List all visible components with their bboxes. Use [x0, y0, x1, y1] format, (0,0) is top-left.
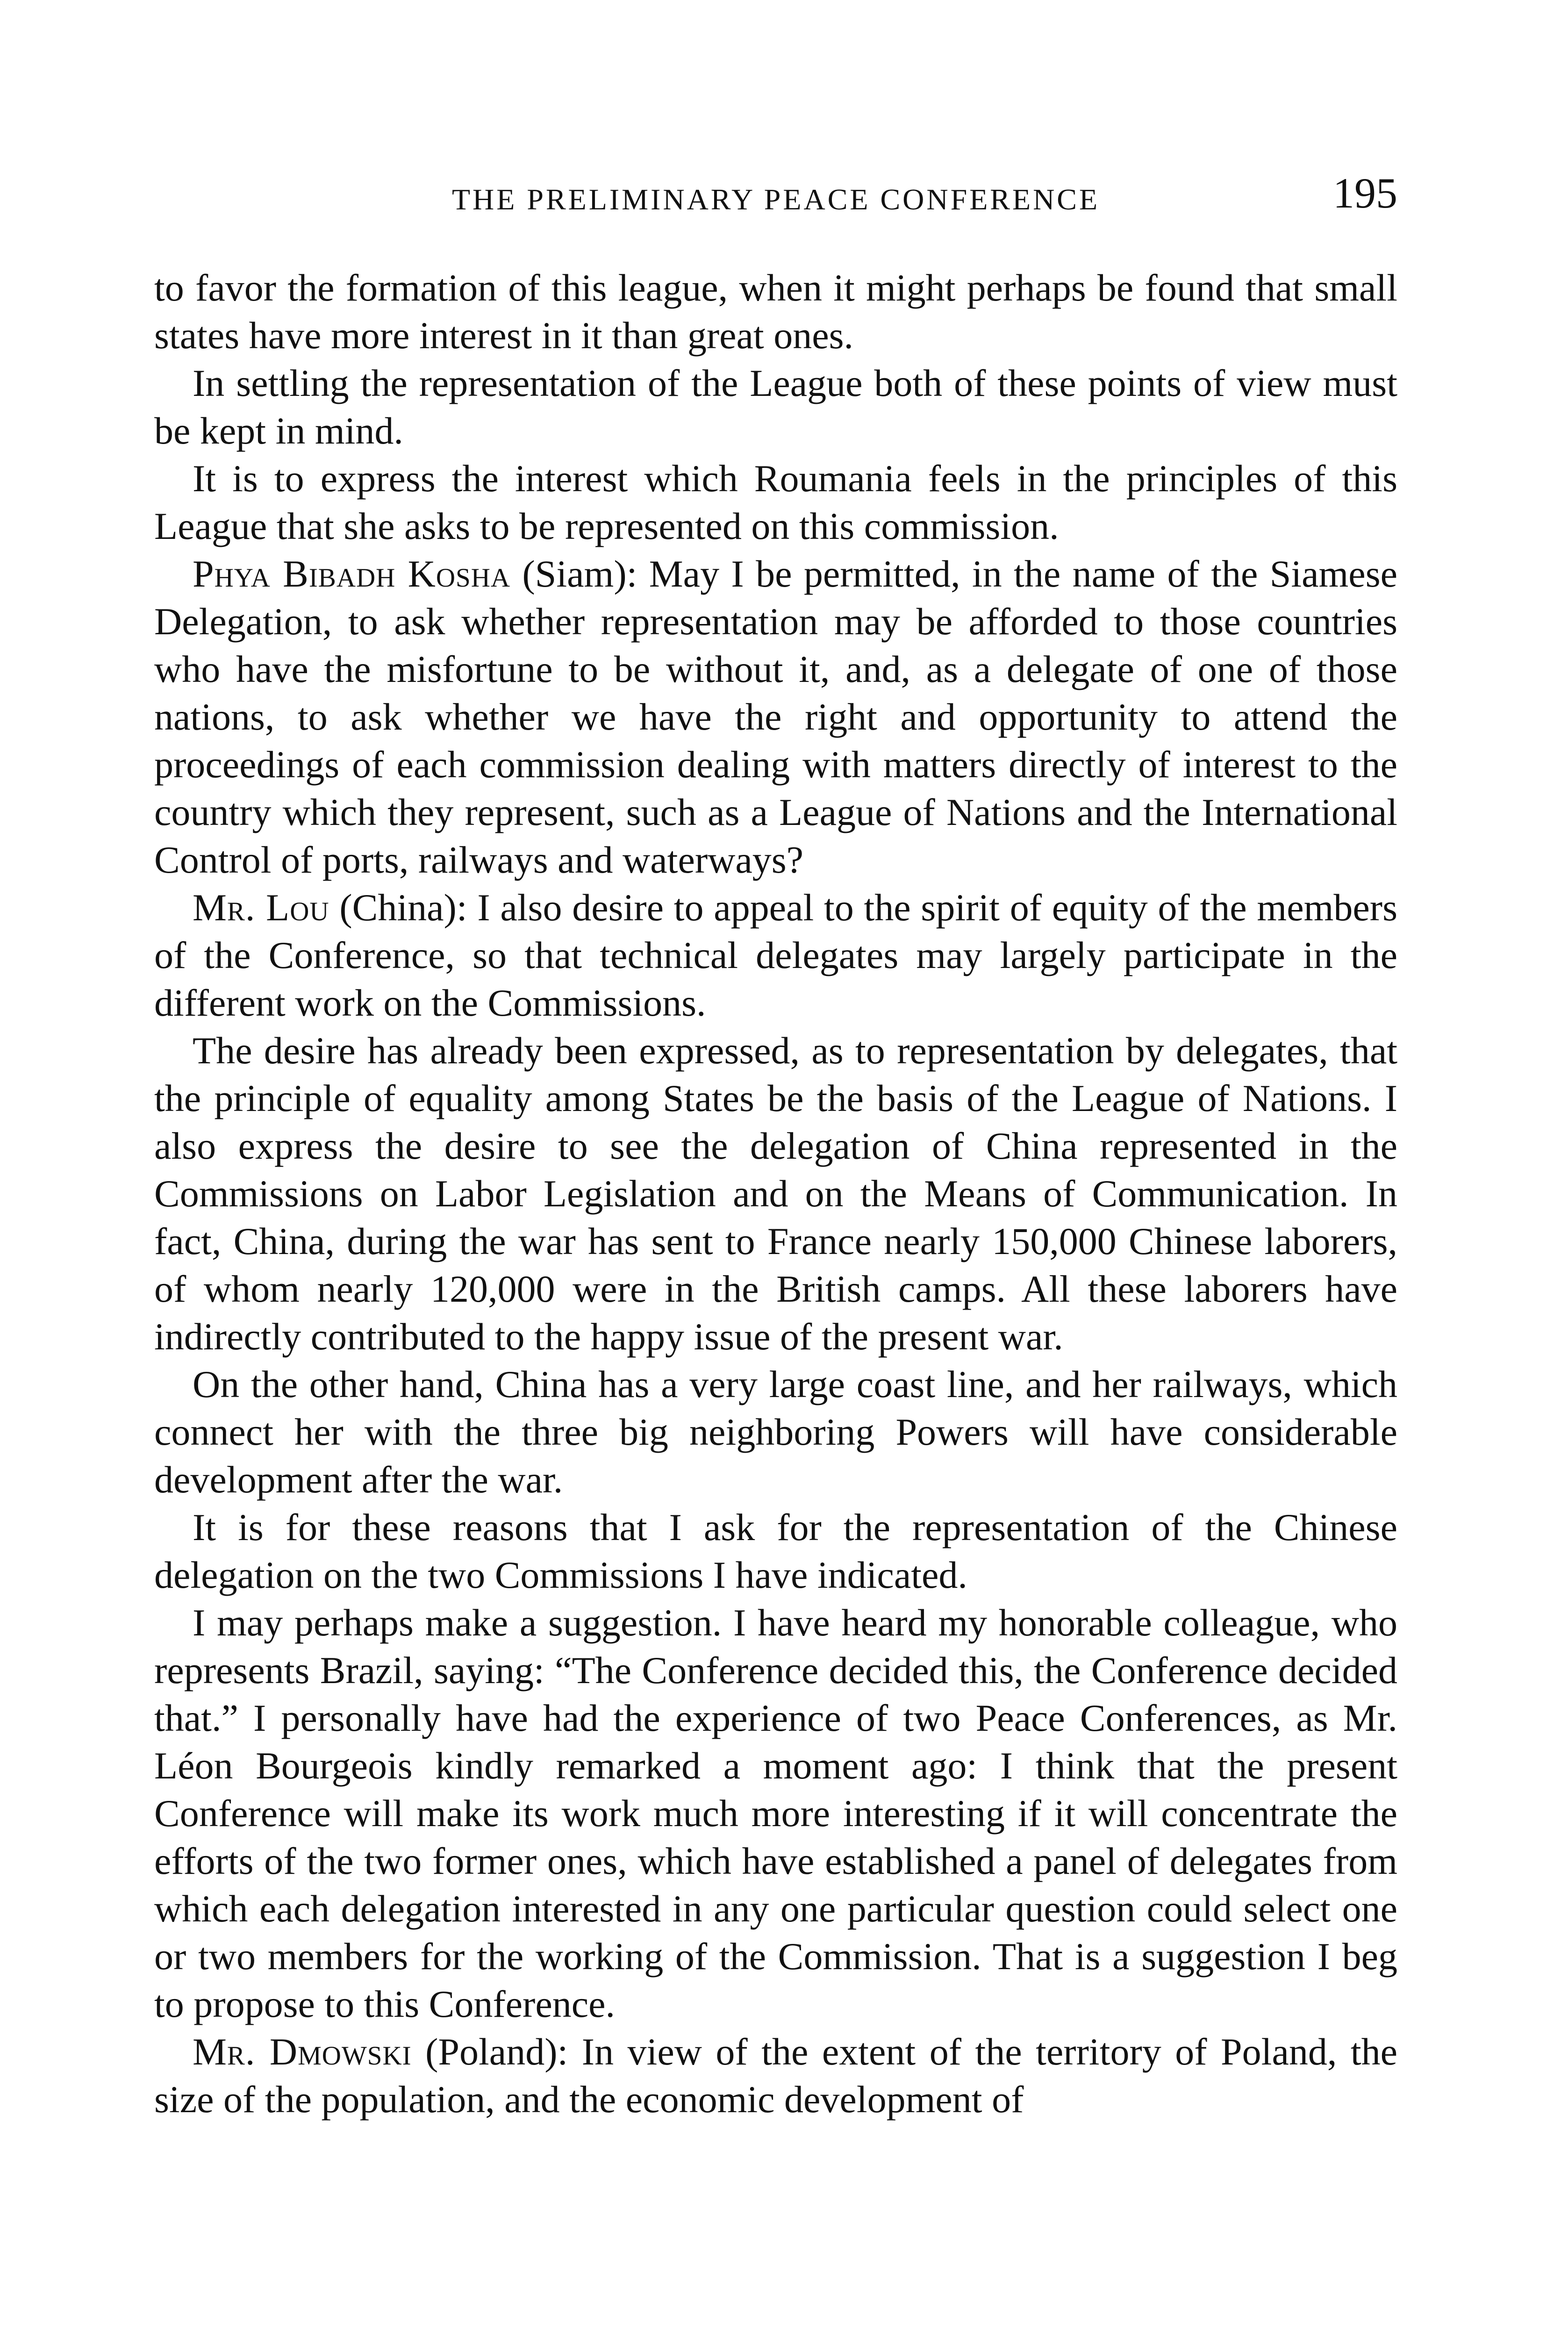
- paragraph: [154, 264, 1397, 359]
- text-body: [154, 264, 1397, 2123]
- paragraph-text: It is for these reasons that I ask for the representation of the Chinese delegation on the two Commissions I have indicated.: [154, 1506, 1397, 1596]
- paragraph: [154, 1027, 1397, 1361]
- paragraph: [154, 550, 1397, 884]
- paragraph-text: (China): I also desire to appeal to the spirit of equity of the members of the Conference, so that technical delegates may largely participate in the different work on the Commissions.: [154, 886, 1397, 1024]
- paragraph-text: On the other hand, China has a very large coast line, and her railways, which connect her with the three big neighboring Powers will have considerable development after the war.: [154, 1363, 1397, 1501]
- paragraph: [154, 2028, 1397, 2123]
- paragraph-text: The desire has already been expressed, as to representation by delegates, that the principle of equality among States be the basis of the League of Nations. I also express the desire to see the delegation of China represented in the Commissions on Labor Legislation and on the Means of Communication. In fact, China, during the war has sent to France nearly 150,000 Chinese laborers, of whom nearly 120,000 were in the British camps. All these laborers have indirectly contributed to the happy issue of the present war.: [154, 1029, 1397, 1358]
- paragraph-text: to favor the formation of this league, when it might perhaps be found that small states have more interest in it than great ones.: [154, 266, 1397, 357]
- speaker-name: Mr. Dmowski: [193, 2030, 412, 2073]
- speaker-name: Phya Bibadh Kosha: [193, 552, 511, 595]
- speaker-name: Mr. Lou: [193, 886, 329, 929]
- paragraph-text: It is to express the interest which Roumania feels in the principles of this League that she asks to be represented on this commission.: [154, 457, 1397, 547]
- paragraph: [154, 359, 1397, 455]
- running-title: THE PRELIMINARY PEACE CONFERENCE: [451, 183, 1100, 216]
- page-number: 195: [1333, 169, 1397, 217]
- paragraph: [154, 455, 1397, 550]
- paragraph-text: I may perhaps make a suggestion. I have heard my honorable colleague, who represents Brazil, saying: “The Conference decided this, the Conference decided that.” I personally have had the experience of two Peace Conferences, as Mr. Léon Bourgeois kindly remarked a moment ago: I think that the present Conference will make its work much more interesting if it will concentrate the efforts of the two former ones, which have established a panel of delegates from which each delegation interested in any one particular question could select one or two members for the working of the Commission. That is a suggestion I beg to propose to this Conference.: [154, 1601, 1397, 2025]
- paragraph: [154, 1599, 1397, 2028]
- running-head: [154, 168, 1397, 224]
- paragraph-text: (Poland): In view of the extent of the territory of Poland, the size of the population, and the economic development of: [154, 2030, 1397, 2121]
- paragraph-text: In settling the representation of the League both of these points of view must be kept in mind.: [154, 362, 1397, 452]
- paragraph-text: (Siam): May I be permitted, in the name of the Siamese Delegation, to ask whether representation may be afforded to those countries who have the misfortune to be without it, and, as a delegate of one of those nations, to ask whether we have the right and opportunity to attend the proceedings of each commission dealing with matters directly of interest to the country which they represent, such as a League of Nations and the International Control of ports, railways and waterways?: [154, 552, 1397, 881]
- paragraph: [154, 1361, 1397, 1504]
- paragraph: [154, 1504, 1397, 1599]
- paragraph: [154, 884, 1397, 1027]
